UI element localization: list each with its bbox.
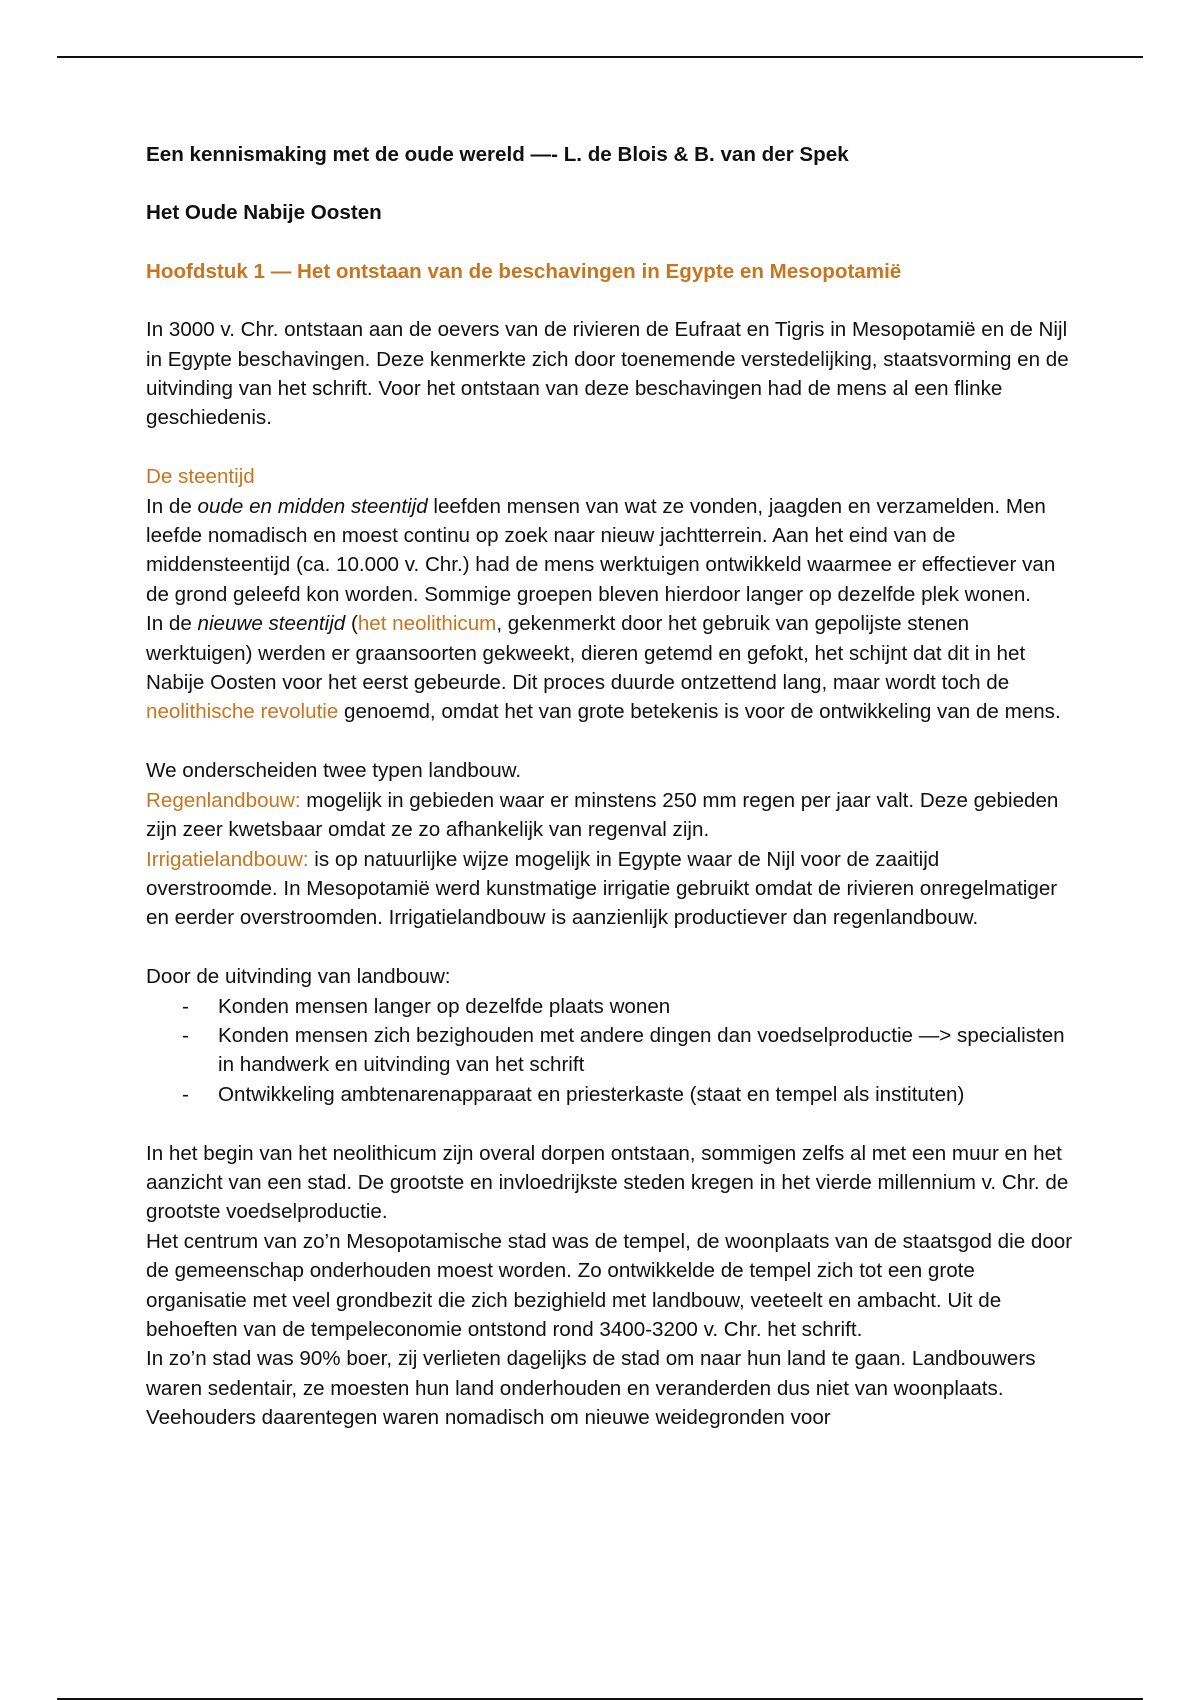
text-run: ( [345, 612, 358, 636]
list-item: - Konden mensen langer op dezelfde plaats wonen [182, 992, 1076, 1021]
cities-paragraph-1: In het begin van het neolithicum zijn overal dorpen ontstaan, sommigen zelfs al met een muur en het aanzicht van een stad. De grootste en invloedrijkste steden kregen in het vierde millennium v. Chr. de grootste voedselproductie. [146, 1141, 1069, 1224]
effects-intro: Door de uitvinding van landbouw: [146, 965, 451, 989]
stone-age-paragraph-2 [146, 609, 1076, 727]
text-run: In de [146, 494, 198, 518]
highlight-term: Irrigatielandbouw: [146, 847, 309, 871]
list-item: - Ontwikkeling ambtenarenapparaat en priesterkaste (staat en tempel als instituten) [182, 1080, 1076, 1109]
list-item: - Konden mensen zich bezighouden met andere dingen dan voedselproductie —> specialisten in handwerk en uitvinding van het schrift [182, 1021, 1076, 1080]
rain-farming-paragraph [146, 786, 1076, 845]
emphasis-term: nieuwe steentijd [197, 612, 346, 636]
cities-paragraph-2: Het centrum van zo’n Mesopotamische stad was de tempel, de woonplaats van de staatsgod die door de gemeenschap onderhouden moest worden. Zo ontwikkelde de tempel zich tot een grote organisatie met veel grondbezit die zich bezighield met landbouw, veeteelt en ambacht. Uit de behoeften van de tempeleconomie ontstond rond 3400-3200 v. Chr. het schrift. [146, 1229, 1073, 1341]
document-subtitle: Het Oude Nabije Oosten [146, 201, 382, 225]
highlight-term: Regenlandbouw: [146, 788, 301, 812]
text-run: is op natuurlijke wijze mogelijk in Egypte waar de Nijl voor de zaaitijd overstroomde. In Mesopotamië werd kunstmatige irrigatie gebruikt omdat de rivieren onregelmatiger en eerder overstroomden. Irrigatielandbouw is aanzienlijk productiever dan regenlandbouw. [146, 847, 1058, 930]
farming-intro: We onderscheiden twee typen landbouw. [146, 759, 522, 783]
text-run: , gekenmerkt door het gebruik van gepolijste stenen werktuigen) werden er graansoorten gekweekt, dieren getemd en gefokt, het schijnt dat dit in het Nabije Oosten voor het eerst gebeurde. Dit proces duurde ontzettend lang, maar wordt toch de [146, 612, 1026, 695]
spacer [146, 1109, 1076, 1138]
chapter-heading: Hoofdstuk 1 — Het ontstaan van de beschavingen in Egypte en Mesopotamië [146, 259, 902, 283]
spacer [146, 433, 1076, 462]
text-run: genoemd, omdat het van grote betekenis is voor de ontwikkeling van de mens. [338, 700, 1061, 724]
stone-age-paragraph-1 [146, 492, 1076, 610]
highlight-term: neolithische revolutie [146, 700, 339, 724]
intro-paragraph: In 3000 v. Chr. ontstaan aan de oevers van de rivieren de Eufraat en Tigris in Mesopotamië en de Nijl in Egypte beschavingen. Deze kenmerkte zich door toenemende verstedelijking, staatsvorming en de uitvinding van het schrift. Voor het ontstaan van deze beschavingen had de mens al een flinke geschiedenis. [146, 318, 1069, 430]
text-run: mogelijk in gebieden waar er minstens 250 mm regen per jaar valt. Deze gebieden zijn zeer kwetsbaar omdat ze zo afhankelijk van regenval zijn. [146, 788, 1059, 842]
highlight-term: het neolithicum [357, 612, 497, 636]
irrigation-farming-paragraph [146, 845, 1076, 933]
top-rule [57, 56, 1143, 58]
emphasis-term: oude en midden steentijd [197, 494, 428, 518]
document-title: Een kennismaking met de oude wereld —- L. de Blois & B. van der Spek [146, 143, 849, 166]
spacer [146, 727, 1076, 756]
text-run: In de [146, 612, 198, 636]
text-run: leefden mensen van wat ze vonden, jaagden en verzamelden. Men leefde nomadisch en moest continu op zoek naar nieuw jachtterrein. Aan het eind van de middensteentijd (ca. 10.000 v. Chr.) had de mens werktuigen ontwikkeld waarmee er effectiever van de grond geleefd kon worden. Sommige groepen bleven hierdoor langer op dezelfde plek wonen. [146, 494, 1056, 606]
document-page [146, 140, 1076, 1433]
spacer [146, 933, 1076, 962]
section-heading: De steentijd [146, 465, 255, 489]
cities-paragraph-3: In zo’n stad was 90% boer, zij verlieten dagelijks de stad om naar hun land te gaan. Landbouwers waren sedentair, ze moesten hun land onderhouden en veranderden dus niet van woonplaats. Veehouders daarentegen waren nomadisch om nieuwe weidegronden voor [146, 1347, 1036, 1430]
effects-list [146, 992, 1076, 1110]
